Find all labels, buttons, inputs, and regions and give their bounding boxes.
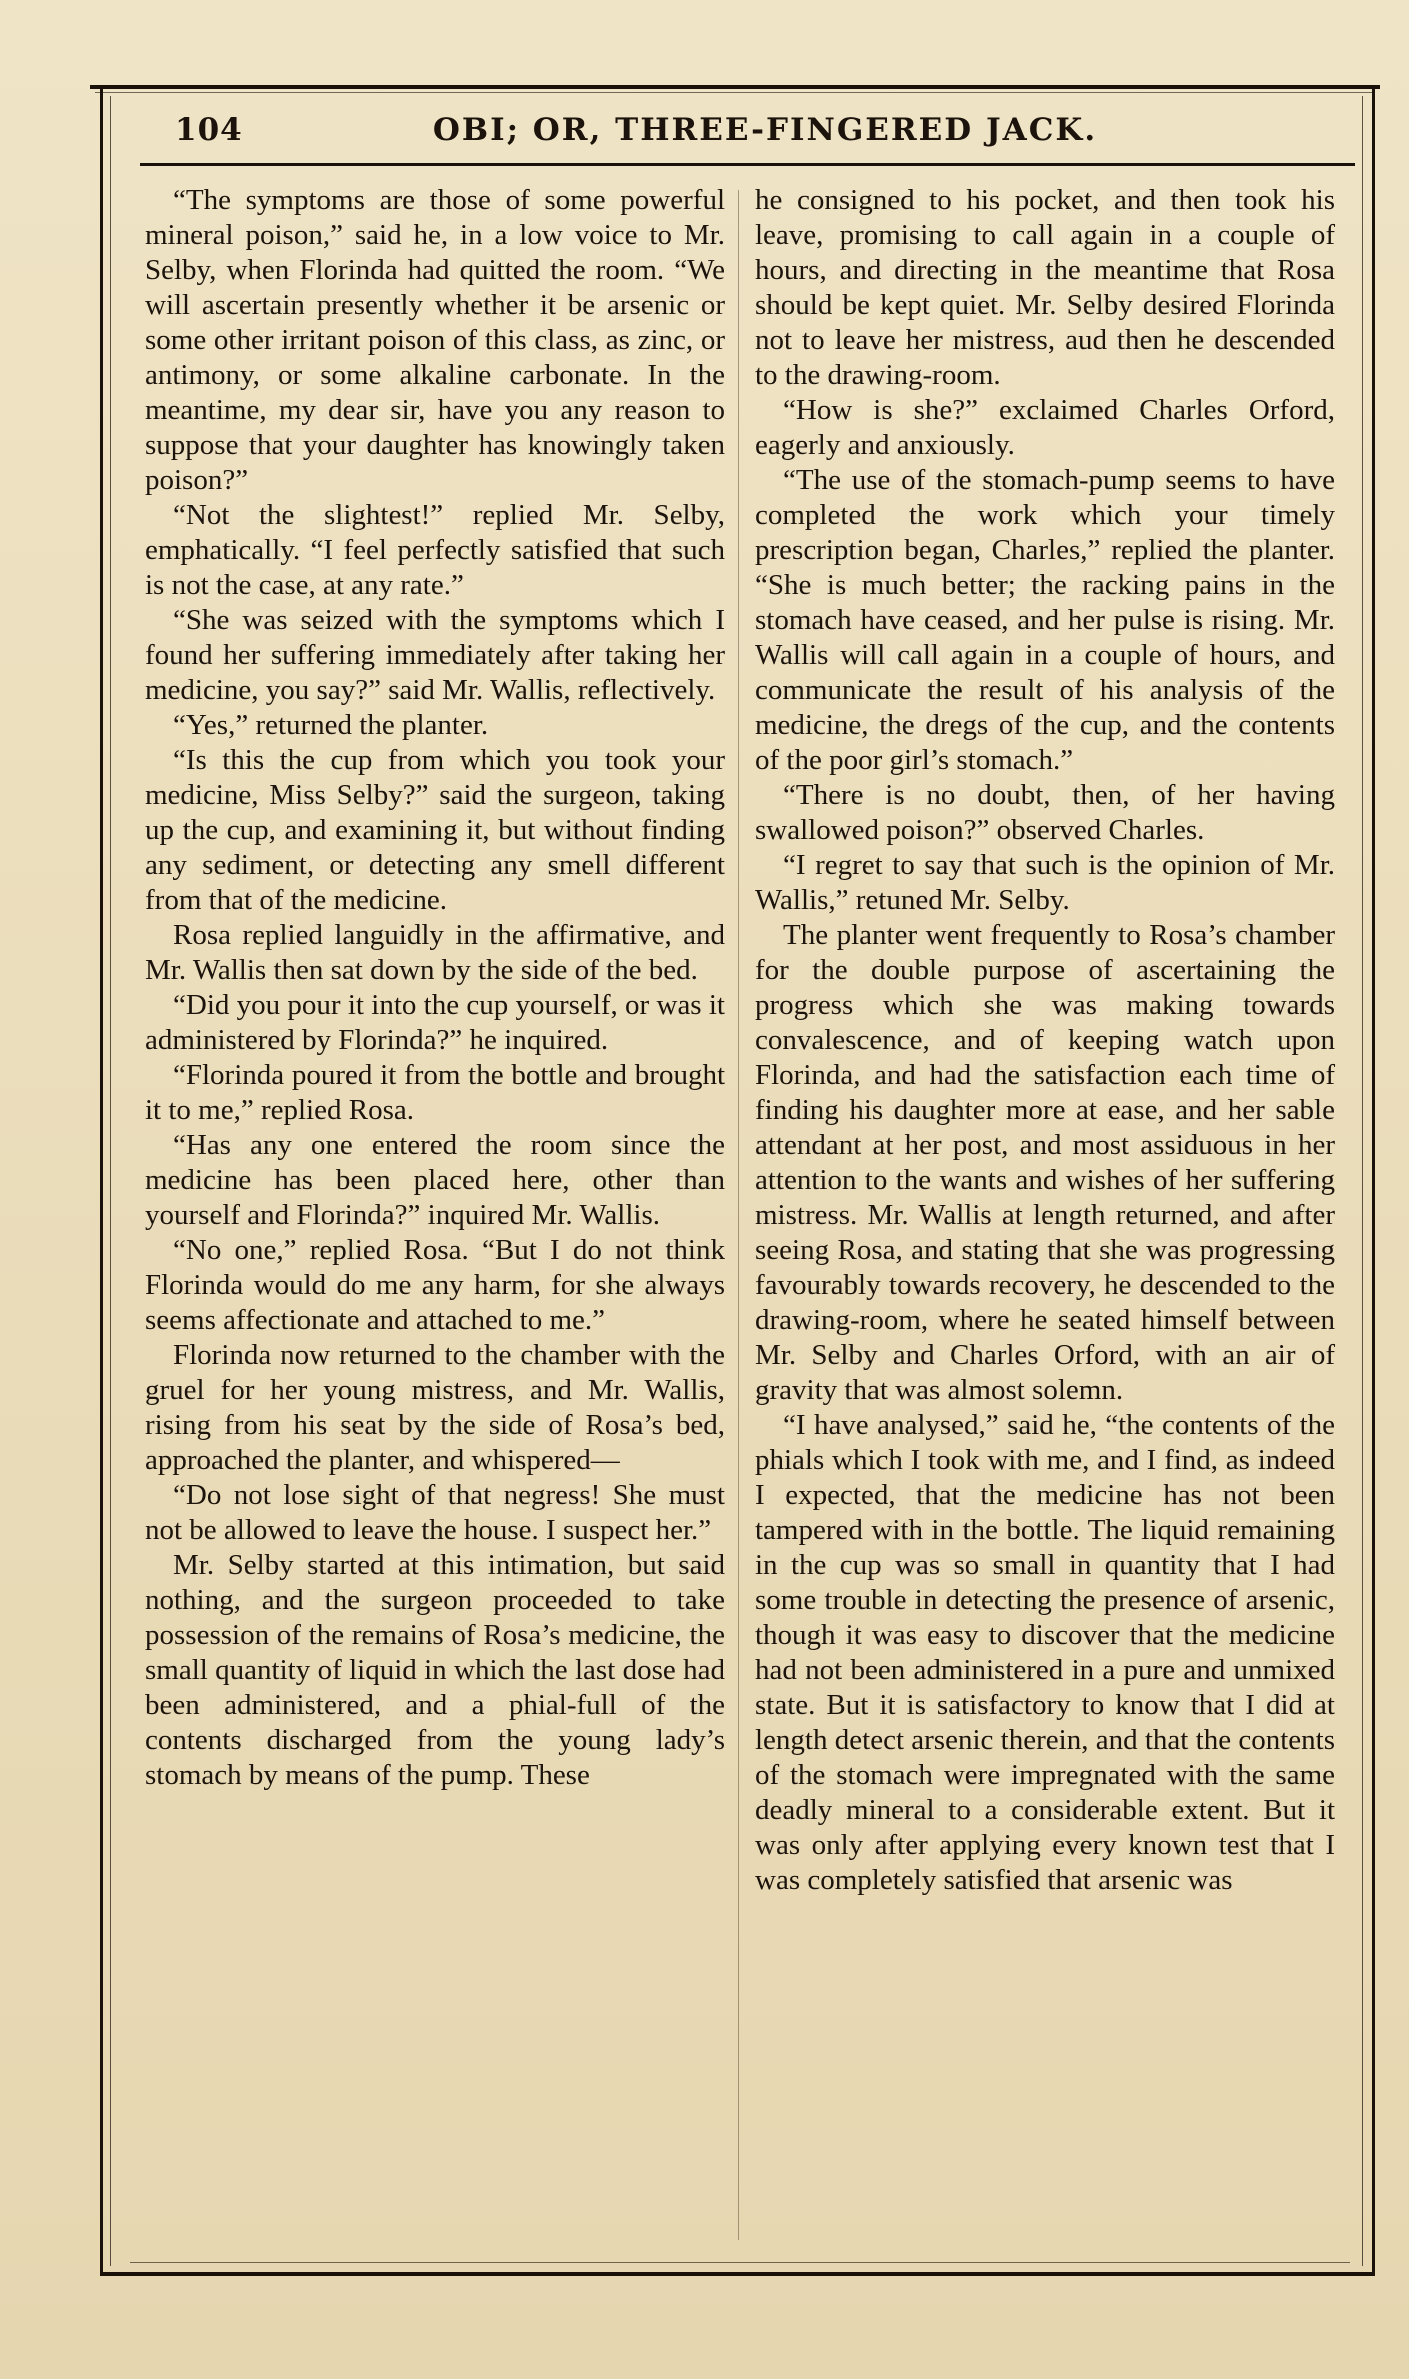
paragraph: “Did you pour it into the cup yourself, or was it administered by Florinda?” he inquired. (145, 989, 725, 1056)
paragraph: “Is this the cup from which you took your medicine, Miss Selby?” said the surgeon, taking up the cup, and examining it, but without finding any sediment, or detecting any smell different from that of the medicine. (145, 744, 725, 916)
running-title: OBI; OR, THREE-FINGERED JACK. (432, 112, 1098, 148)
paragraph: “There is no doubt, then, of her having swallowed poison?” observed Charles. (755, 779, 1335, 846)
paragraph: “Not the slightest!” replied Mr. Selby, emphatically. “I feel perfectly satisfied that such is not the case, at any rate.” (145, 499, 725, 601)
top-border-rule-thin (95, 92, 1375, 93)
left-border-rule (100, 86, 103, 2276)
paragraph: “Yes,” returned the planter. (173, 709, 489, 741)
paragraph: “No one,” replied Rosa. “But I do not think Florinda would do me any harm, for she always seems affectionate and attached to me.” (145, 1234, 725, 1336)
paragraph: “How is she?” exclaimed Charles Orford, eagerly and anxiously. (755, 394, 1335, 461)
bottom-border-rule-thin (130, 2262, 1350, 2263)
paragraph-continuation: he consigned to his pocket, and then took his leave, promising to call again in a couple of hours, and directing in the meantime that Rosa should be kept quiet. Mr. Selby desired Florinda not to leave her mistress, aud then he descended to the drawing-room. (755, 184, 1335, 391)
left-border-rule-inner (110, 96, 111, 2266)
paragraph: “She was seized with the symptoms which I found her suffering immediately after taking her medicine, you say?” said Mr. Wallis, reflectively. (145, 604, 725, 706)
right-border-rule-inner (1362, 96, 1363, 2266)
right-column (755, 183, 1335, 1898)
bottom-border-rule (100, 2272, 1375, 2276)
paragraph: “Do not lose sight of that negress! She must not be allowed to leave the house. I suspect her.” (145, 1479, 725, 1546)
paragraph: Rosa replied languidly in the affirmative, and Mr. Wallis then sat down by the side of the bed. (145, 919, 725, 986)
paragraph: “Has any one entered the room since the medicine has been placed here, other than yourself and Florinda?” inquired Mr. Wallis. (145, 1129, 725, 1231)
top-border-rule (90, 85, 1380, 89)
page-number: 104 (175, 112, 243, 148)
left-column (145, 183, 725, 1793)
paragraph: “I have analysed,” said he, “the contents of the phials which I took with me, and I find, as indeed I expected, that the medicine has not been tampered with in the bottle. The liquid remaining in the cup was so small in quantity that I had some trouble in detecting the presence of arsenic, though it was easy to discover that the medicine had not been administered in a pure and unmixed state. But it is satisfactory to know that I did at length detect arsenic therein, and that the contents of the stomach were impregnated with the same deadly mineral to a considerable extent. But it was only after applying every known test that I was completely satisfied that arsenic was (755, 1409, 1335, 1896)
right-border-rule (1372, 86, 1375, 2276)
header-underline (140, 163, 1355, 166)
paragraph: “The use of the stomach-pump seems to have completed the work which your timely prescription began, Charles,” replied the planter. “She is much better; the racking pains in the stomach have ceased, and her pulse is rising. Mr. Wallis will call again in a couple of hours, and communicate the result of his analysis of the medicine, the dregs of the cup, and the contents of the poor girl’s stomach.” (755, 464, 1335, 776)
page-header (175, 112, 1350, 157)
paragraph: Florinda now returned to the chamber with the gruel for her young mistress, and Mr. Wallis, rising from his seat by the side of Rosa’s bed, approached the planter, and whispered— (145, 1339, 725, 1476)
paragraph: Mr. Selby started at this intimation, but said nothing, and the surgeon proceeded to take possession of the remains of Rosa’s medicine, the small quantity of liquid in which the last dose had been administered, and a phial-full of the contents discharged from the young lady’s stomach by means of the pump. These (145, 1549, 725, 1791)
paragraph: The planter went frequently to Rosa’s chamber for the double purpose of ascertaining the progress which she was making towards convalescence, and of keeping watch upon Florinda, and had the satisfaction each time of finding his daughter more at ease, and her sable attendant at her post, and most assiduous in her attention to the wants and wishes of her suffering mistress. Mr. Wallis at length returned, and after seeing Rosa, and stating that she was progressing favourably towards recovery, he descended to the drawing-room, where he seated himself between Mr. Selby and Charles Orford, with an air of gravity that was almost solemn. (755, 919, 1335, 1406)
paragraph: “Florinda poured it from the bottle and brought it to me,” replied Rosa. (145, 1059, 725, 1126)
paragraph: “The symptoms are those of some powerful mineral poison,” said he, in a low voice to Mr. Selby, when Florinda had quitted the room. “We will ascertain presently whether it be arsenic or some other irritant poison of this class, as zinc, or antimony, or some alkaline carbonate. In the meantime, my dear sir, have you any reason to suppose that your daughter has knowingly taken poison?” (145, 184, 725, 496)
column-divider (738, 190, 739, 2240)
paragraph: “I regret to say that such is the opinion of Mr. Wallis,” retuned Mr. Selby. (755, 849, 1335, 916)
